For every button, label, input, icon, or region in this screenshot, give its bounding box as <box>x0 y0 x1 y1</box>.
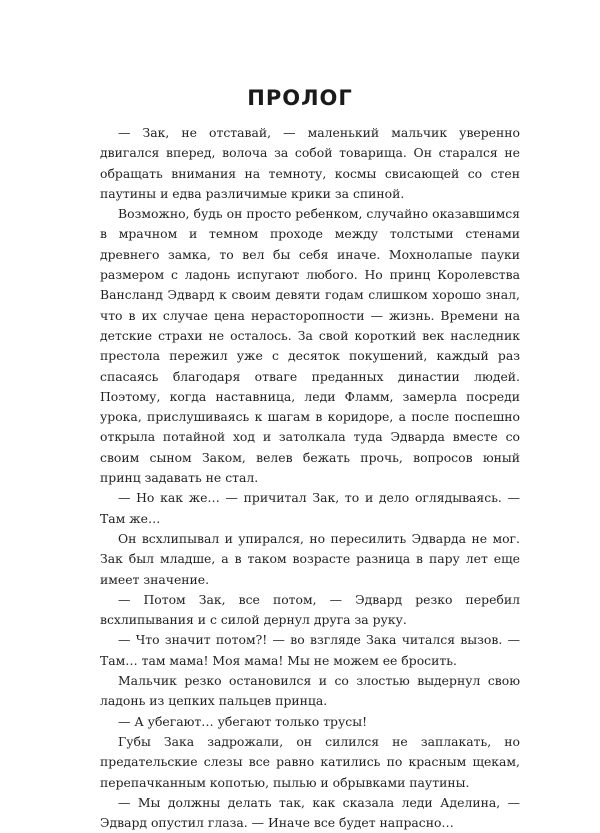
paragraph: — Зак, не отставай, — маленький мальчик уверенно двигался вперед, волоча за собой товарища. Он старался не обращать внимания на темноту, космы свисающей со стен паутины и едва различимые крики за спиной. <box>100 125 520 201</box>
chapter-title: ПРОЛОГ <box>247 86 353 110</box>
body-text <box>100 123 520 833</box>
paragraph: — Что значит потом?! — во взгляде Зака читался вызов. — Там… там мама! Моя мама! Мы не можем ее бросить. <box>100 632 520 668</box>
paragraph: — Мы должны делать так, как сказала леди Аделина, — Эдвард опустил глаза. — Иначе все будет напрасно… <box>100 794 520 831</box>
paragraph: Он всхлипывал и упирался, но пересилить Эдварда не мог. Зак был младше, а в таком возрасте разница в пару лет еще имеет значение. <box>100 530 520 587</box>
paragraph: Мальчик резко остановился и со злостью выдернул свою ладонь из цепких пальцев принца. <box>100 673 520 709</box>
paragraph: — Потом Зак, все потом, — Эдвард резко перебил всхлипывания и с силой дернул друга за руку. <box>100 591 520 628</box>
paragraph: Губы Зака задрожали, он силился не заплакать, но предательские слезы все равно катились по красным щекам, перепачканным копотью, пылью и обрывками паутины. <box>100 733 520 790</box>
paragraph: — А убегают… убегают только трусы! <box>118 713 368 729</box>
paragraph: — Но как же… — причитал Зак, то и дело оглядываясь. — Там же… <box>100 490 520 526</box>
paragraph: Возможно, будь он просто ребенком, случайно оказавшимся в мрачном и темном проходе между толстыми стенами древнего замка, то вел бы себя иначе. Мохнолапые пауки размером с ладонь испугают любого. Но принц Королевства Вансланд Эдвард к своим девяти годам слишком хорошо знал, что в их случае цена нерасторопности — жизнь. Времени на детские страхи не осталось. За свой короткий век наследник престола пережил уже с десяток покушений, каждый раз спасаясь благодаря отваге преданных династии людей. Поэтому, когда наставница, леди Фламм, замерла посреди урока, прислушиваясь к шагам в коридоре, а после поспешно открыла потайной ход и затолкала туда Эдварда вместе со своим сыном Заком, велев бежать прочь, вопросов юный принц задавать не стал. <box>100 206 520 486</box>
